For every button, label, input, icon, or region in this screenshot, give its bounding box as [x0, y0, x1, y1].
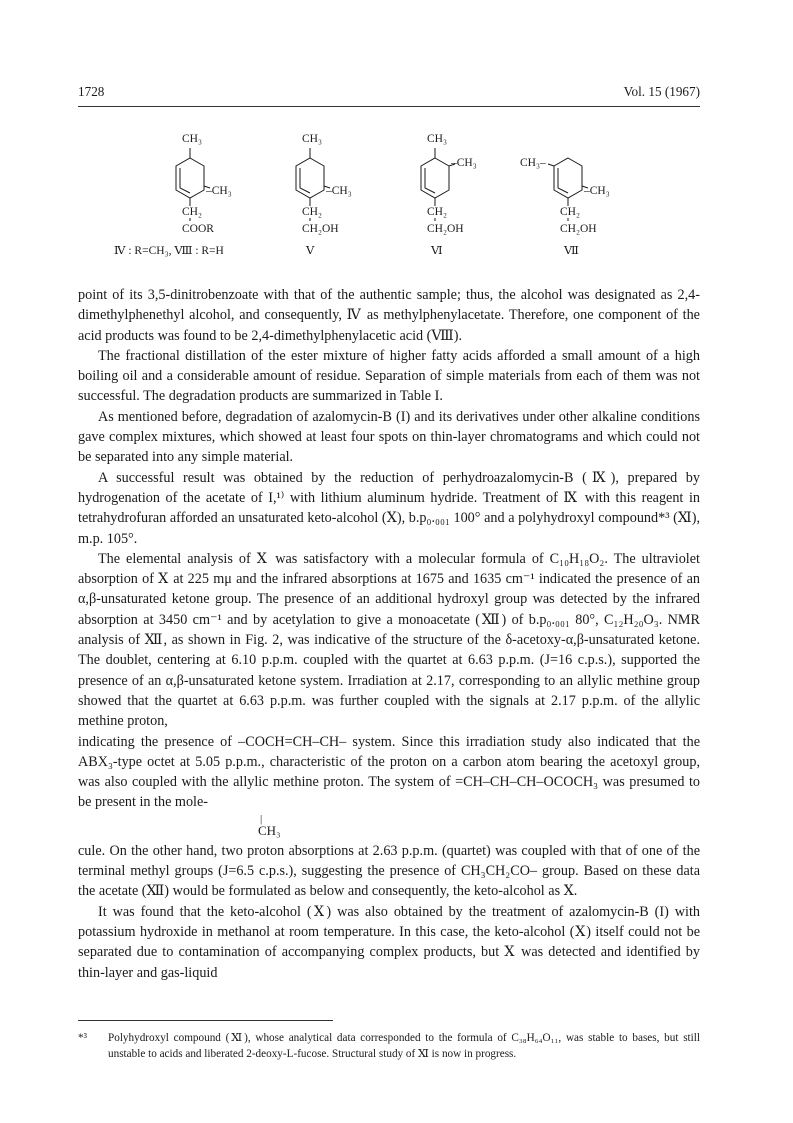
branch-bond: | — [260, 812, 263, 825]
s4-ch2: CH₂ — [560, 206, 580, 218]
s1-ch2: CH₂ — [182, 206, 202, 218]
chemical-structures-figure — [110, 128, 630, 268]
s2-ch2oh: CH₂OH — [302, 223, 339, 235]
s3-ch2: CH₂ — [427, 206, 447, 218]
paragraph: A successful result was obtained by the reduction of perhydroazalomycin-B (Ⅸ), prepared by hydrogenation of the acetate of I,¹⁾ with lithium aluminum hydride. Treatment of Ⅸ with this reagent in tetrahydrofuran afforded an unsaturated keto-alcohol (Ⅹ), b.p₀.₀₀₁ 100° and a polyhydroxyl compound*³ (Ⅺ), m.p. 105°. — [78, 469, 700, 547]
page-header — [78, 84, 700, 102]
s3-ring-methyl: –CH₃ — [451, 157, 477, 169]
s2-ch2: CH₂ — [302, 206, 322, 218]
paragraph: point of its 3,5-dinitrobenzoate with that of the authentic sample; thus, the alcohol was designated as 2,4-dimethylphenethyl alcohol, and consequently, Ⅳ as methylphenylacetate. Therefore, one component of the acid products was found to be 2,4-dimethylphenylacetic acid (Ⅷ). — [78, 287, 700, 344]
methyl-branch-annotation — [78, 813, 700, 841]
article-body — [78, 285, 700, 983]
s3-caption: Ⅵ — [431, 245, 443, 257]
s4-ch3-left: CH₃– — [520, 157, 546, 169]
s4-ring-methyl: –CH₃ — [584, 185, 610, 197]
journal-reference: Vol. 15 (1967) — [623, 84, 700, 99]
footnote-mark: *³ — [78, 1032, 87, 1044]
branch-ch3: CH₃ — [258, 822, 281, 838]
paragraph: indicating the presence of –COCH=CH–CH– system. Since this irradiation study also indicated that the ABX₃-type octet at 5.05 p.p.m., characteristic of the proton on a carbon atom bearing the acetoxyl group, was also coupled with the allylic methine proton. The system of =CH–CH–CH–OCOCH₃ was presumed to be present in the mole- — [78, 733, 700, 811]
footnote — [78, 1030, 700, 1063]
s4-ch2oh: CH₂OH — [560, 223, 597, 235]
s1-caption: Ⅳ : R=CH₃, Ⅷ : R=H — [114, 245, 224, 257]
paragraph: The elemental analysis of Ⅹ was satisfactory with a molecular formula of C₁₀H₁₈O₂. The ultraviolet absorption of Ⅹ at 225 mμ and the infrared absorptions at 1675 and 1635 cm⁻¹ indicated the presence of an α,β-unsaturated ketone group. The presence of an additional hydroxyl group was detected by the infrared absorption at 3450 cm⁻¹ and by acetylation to give a monoacetate (Ⅻ) of b.p₀.₀₀₁ 80°, C₁₂H₂₀O₃. NMR analysis of Ⅻ, as shown in Fig. 2, was indicative of the structure of the δ-acetoxy-α,β-unsaturated ketone. The doublet, centering at 6.10 p.p.m. coupled with the quartet at 6.63 p.p.m. (J=16 c.p.s.), supported the presence of an α,β-unsaturated ketone system. Irradiation at 2.17, corresponding to an allylic methine group showed that the quartet at 6.63 p.p.m. was further coupled with the signals at 2.17 p.p.m. of the allylic methine proton, — [78, 550, 700, 730]
s1-ring-methyl: –CH₃ — [206, 185, 232, 197]
s2-ring-methyl: –CH₃ — [326, 185, 352, 197]
s1-ch3-top: CH₃ — [182, 133, 202, 145]
paragraph: It was found that the keto-alcohol (Ⅹ) was also obtained by the treatment of azalomycin-B (I) with potassium hydroxide in methanol at room temperature. In this case, the keto-alcohol (Ⅹ) itself could not be separated due to contamination of accompanying complex products, but Ⅹ was detected and identified by thin-layer and gas-liquid — [78, 903, 700, 981]
paragraph: As mentioned before, degradation of azalomycin-B (I) and its derivatives under other alkaline conditions gave complex mixtures, which showed at least four spots on thin-layer chromatograms and which could not be separated into any simple material. — [78, 408, 700, 466]
s2-ch3-top: CH₃ — [302, 133, 322, 145]
s2-caption: Ⅴ — [306, 245, 315, 257]
page-number: 1728 — [78, 84, 105, 99]
footnote-text: Polyhydroxyl compound (Ⅺ), whose analytical data corresponded to the formula of C₃₈H₆₄O₁₁, was stable to bases, but still unstable to acids and liberated 2-deoxy-L-fucose. Structural study of Ⅺ is now in progress. — [108, 1032, 700, 1061]
s3-ch3-top: CH₃ — [427, 133, 447, 145]
paragraph: cule. On the other hand, two proton absorptions at 2.63 p.p.m. (quartet) was coupled with that of one of the terminal methyl groups (J=6.5 c.p.s.), suggesting the presence of CH₃CH₂CO– group. Based on these data the acetate (Ⅻ) would be formulated as below and consequently, the keto-alcohol as Ⅹ. — [78, 842, 700, 900]
footnote-rule — [78, 1020, 333, 1021]
s1-coor: COOR — [182, 223, 214, 235]
paragraph: The fractional distillation of the ester mixture of higher fatty acids afforded a small amount of a high boiling oil and a considerable amount of residue. Separation of simple materials from each of them was not successful. The degradation products are summarized in Table I. — [78, 347, 700, 405]
s3-ch2oh: CH₂OH — [427, 223, 464, 235]
header-rule — [78, 106, 700, 107]
s4-caption: Ⅶ — [564, 245, 579, 257]
